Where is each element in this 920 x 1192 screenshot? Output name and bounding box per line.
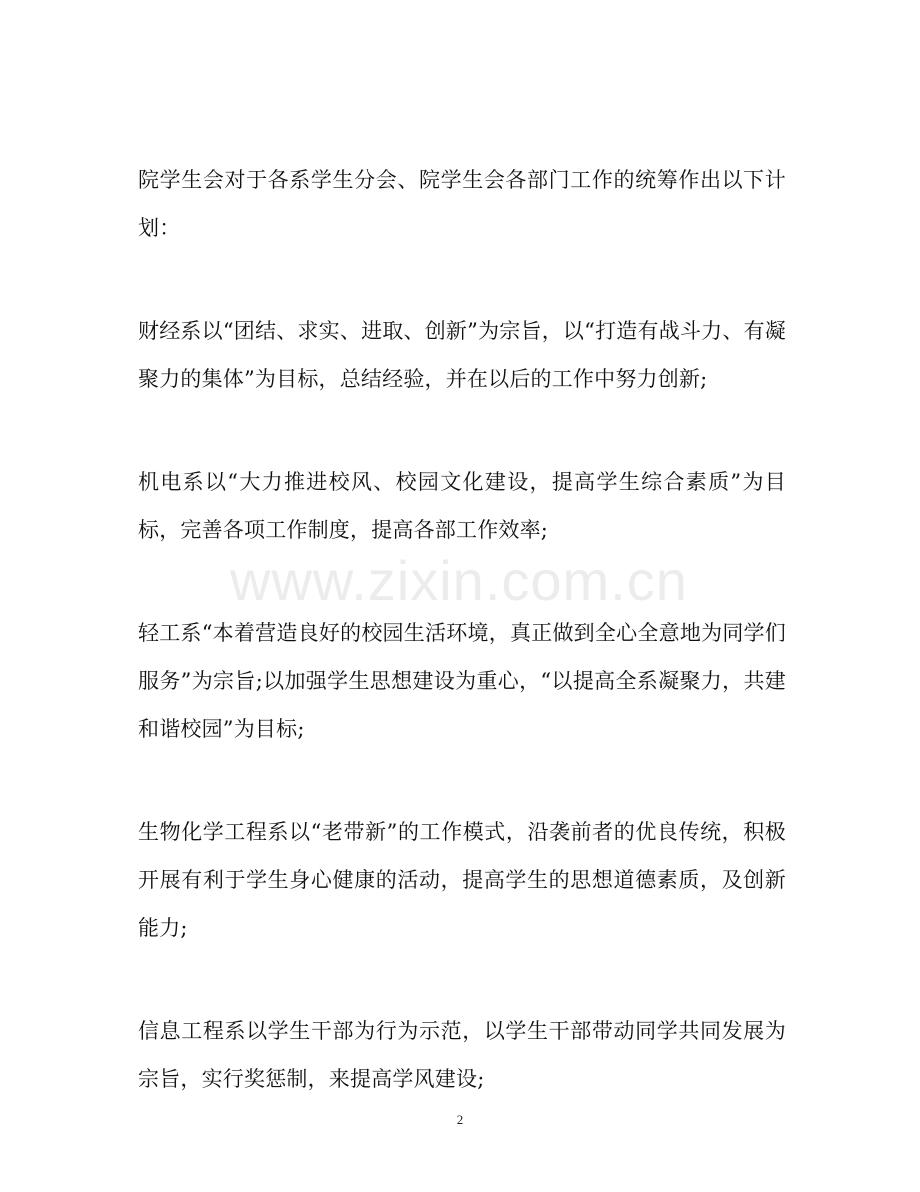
paragraph-mechatronics-dept: 机电系以“大力推进校风、校园文化建设，提高学生综合素质”为目标，完善各项工作制度，提高各部工作效率; bbox=[138, 470, 786, 542]
document-body bbox=[138, 156, 786, 1158]
paragraph-intro: 院学生会对于各系学生分会、院学生会各部门工作的统筹作出以下计划： bbox=[138, 168, 786, 240]
paragraph-info-eng-dept: 信息工程系以学生干部为行为示范，以学生干部带动同学共同发展为宗旨，实行奖惩制，来提高学风建设; bbox=[138, 1019, 786, 1091]
paragraph-light-industry-dept: 轻工系“本着营造良好的校园生活环境，真正做到全心全意地为同学们服务”为宗旨;以加强学生思想建设为重心，“以提高全系凝聚力，共建和谐校园”为目标; bbox=[138, 621, 786, 741]
watermark-text: www.zixin.com.cn bbox=[230, 549, 688, 612]
paragraph-biochem-dept: 生物化学工程系以“老带新”的工作模式，沿袭前者的优良传统，积极开展有利于学生身心健康的活动，提高学生的思想道德素质，及创新能力; bbox=[138, 820, 786, 940]
page-number: 2 bbox=[456, 1112, 464, 1127]
paragraph-finance-dept: 财经系以“团结、求实、进取、创新”为宗旨，以“打造有战斗力、有凝聚力的集体”为目标，总结经验，并在以后的工作中努力创新; bbox=[138, 319, 786, 391]
